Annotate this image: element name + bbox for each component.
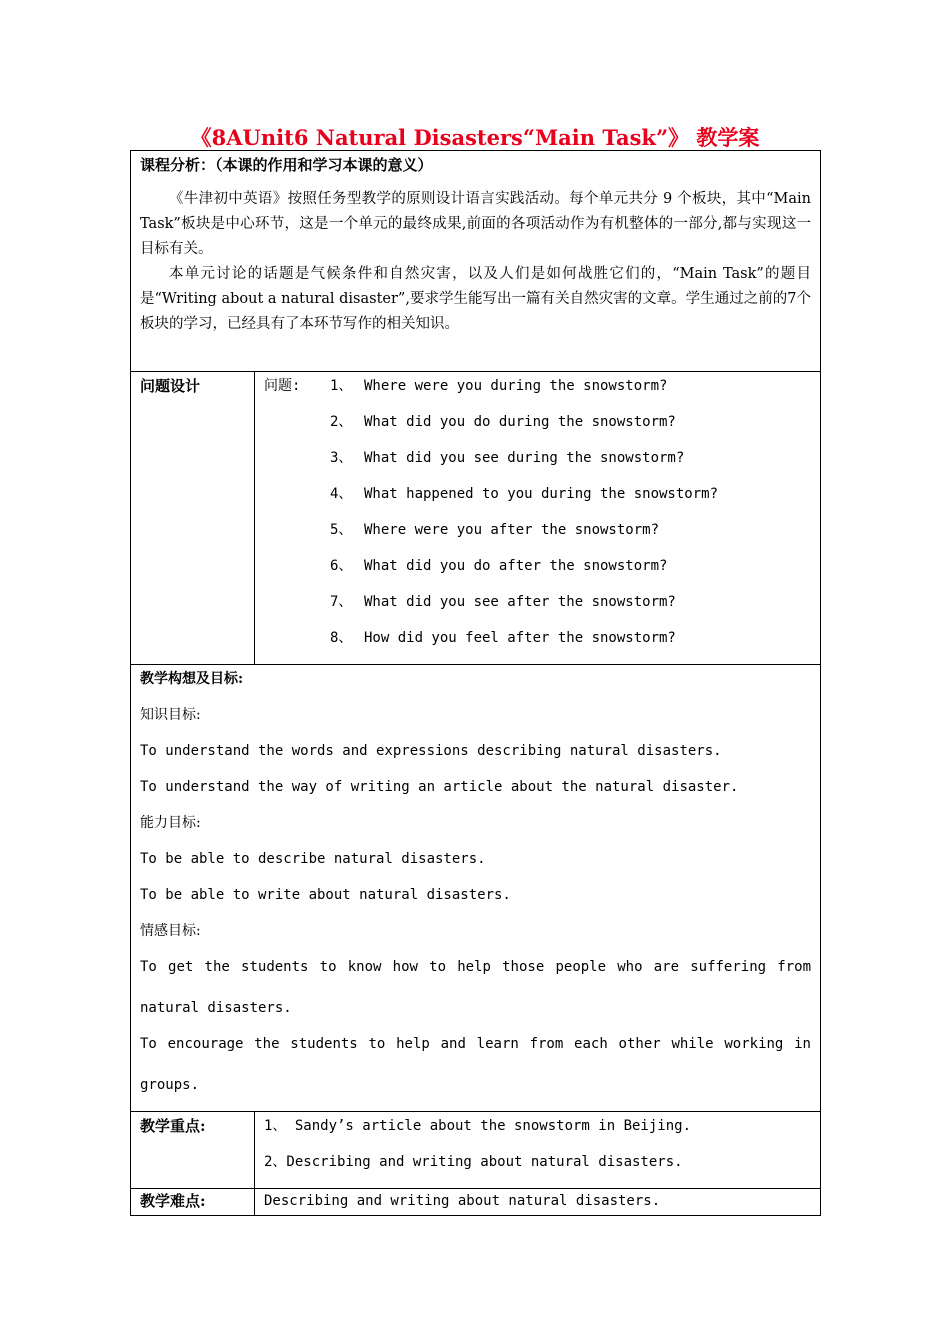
question-number: 1、 [330,378,353,394]
emotion-goal-1-line-2: natural disasters. [140,1000,292,1016]
question-number: 2、 [330,414,353,430]
key-point-1: 1、 Sandy’s article about the snowstorm in Beijing. [264,1118,692,1134]
key-point-2: 2、Describing and writing about natural disasters. [264,1154,683,1170]
question-item [264,518,811,554]
knowledge-goal-2: To understand the way of writing an article about the natural disaster. [140,779,739,795]
question-number: 8、 [330,630,353,646]
question-text: What did you do after the snowstorm? [364,558,668,574]
question-number: 4、 [330,486,353,502]
question-number: 6、 [330,558,353,574]
question-text: Where were you during the snowstorm? [364,378,668,394]
question-prefix: 问题: [264,378,301,394]
knowledge-goal-1: To understand the words and expressions describing natural disasters. [140,743,722,759]
goals-heading: 教学构想及目标: [140,671,244,687]
difficulty-text: Describing and writing about natural disasters. [264,1193,661,1209]
question-number: 7、 [330,594,353,610]
analysis-heading: 课程分析：（本课的作用和学习本课的意义） [140,156,433,174]
emotion-goal-label: 情感目标: [140,923,201,939]
question-list [255,372,820,664]
analysis-row [131,151,821,372]
question-text: How did you feel after the snowstorm? [364,630,676,646]
goals-row [131,665,821,1112]
questions-label: 问题设计 [140,377,201,395]
questions-row [131,372,821,665]
question-text: What did you do during the snowstorm? [364,414,676,430]
question-item [264,482,811,518]
analysis-paragraph-2: 本单元讨论的话题是气候条件和自然灾害，以及人们是如何战胜它们的，“Main Task”的题目是“Writing about a natural disaster”,要求学生能写出一篇有关自然灾害的文章。学生通过之前的7个板块的学习，已经具有了本环节写作的相关知识。 [140,266,811,332]
question-item [264,410,811,446]
document-title: 《8AUnit6 Natural Disasters“Main Task”》 教学案 [190,125,760,150]
ability-goal-label: 能力目标: [140,815,201,831]
ability-goal-2: To be able to write about natural disasters. [140,887,511,903]
question-number: 3、 [330,450,353,466]
lesson-plan-table [130,150,821,1216]
ability-goal-1: To be able to describe natural disasters. [140,851,486,867]
question-number: 5、 [330,522,353,538]
question-text: What did you see during the snowstorm? [364,450,685,466]
emotion-goal-2-line-2: groups. [140,1077,200,1093]
question-item [264,446,811,482]
question-item [264,554,811,590]
question-text: What did you see after the snowstorm? [364,594,676,610]
analysis-paragraph-1: 《牛津初中英语》按照任务型教学的原则设计语言实践活动。每个单元共分 9 个板块，其中“Main Task”板块是中心环节，这是一个单元的最终成果,前面的各项活动作为有机整体的一部分,都与实现这一目标有关。 [140,191,811,257]
difficulties-label: 教学难点: [140,1192,206,1210]
key-points-row [131,1112,821,1189]
key-points-label: 教学重点: [140,1117,206,1135]
emotion-goal-2-line-1: To encourage the students to help and learn from each other while working in [140,1036,811,1052]
knowledge-goal-label: 知识目标: [140,707,201,723]
question-item [264,590,811,626]
question-item [264,374,811,410]
difficulties-row [131,1189,821,1216]
emotion-goal-1-line-1: To get the students to know how to help those people who are suffering from [140,959,811,975]
question-item [264,626,811,662]
question-text: What happened to you during the snowstorm? [364,486,719,502]
question-text: Where were you after the snowstorm? [364,522,660,538]
